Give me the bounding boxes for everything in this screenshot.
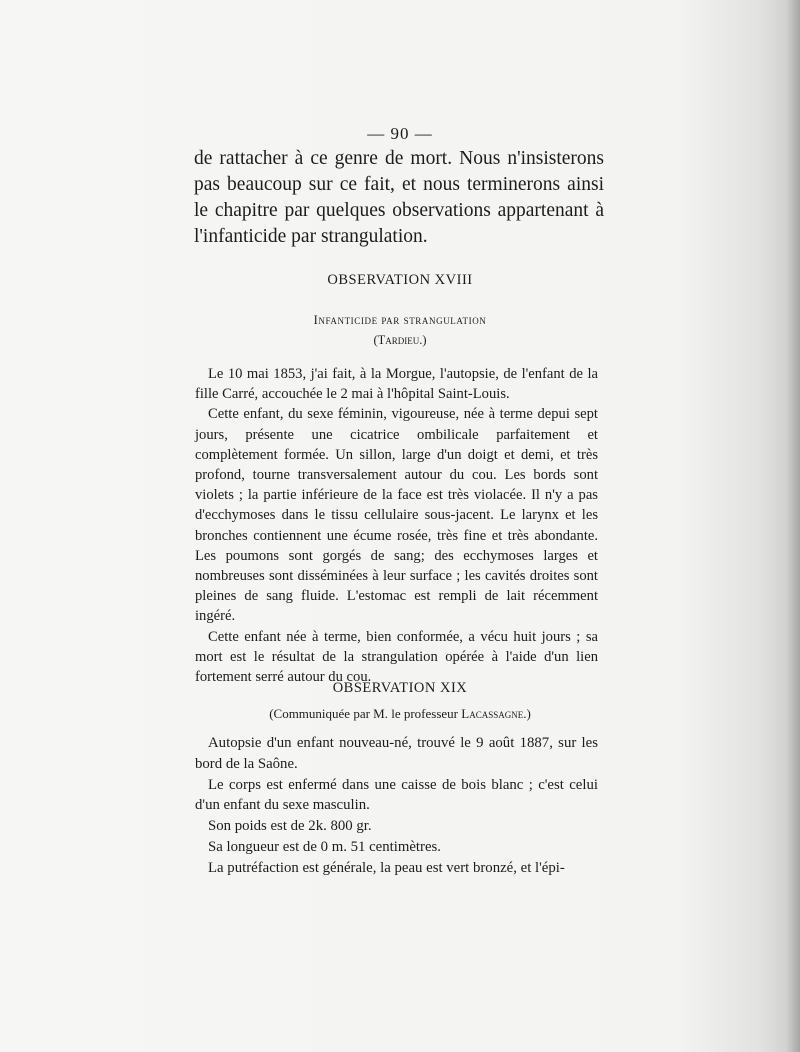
observation-19-paragraph: Autopsie d'un enfant nouveau-né, trouvé le 9 août 1887, sur les bord de la Saône.	[195, 735, 598, 772]
observation-19-paragraph: Le corps est enfermé dans une caisse de bois blanc ; c'est celui d'un enfant du sexe masculin.	[195, 776, 598, 814]
page-number: — 90 —	[367, 124, 433, 143]
source-close-paren: )	[526, 706, 531, 721]
observation-18-title: OBSERVATION XVIII	[327, 272, 473, 288]
observation-18-source	[0, 333, 800, 348]
source-open-paren: (	[373, 333, 378, 347]
observation-19-paragraph: Sa longueur est de 0 m. 51 centimètres.	[208, 838, 441, 855]
observation-19-paragraph: Son poids est de 2k. 800 gr.	[208, 818, 372, 835]
observation-19-paragraph: La putréfaction est générale, la peau est vert bronzé, et l'épi-	[208, 859, 565, 876]
observation-19-title: OBSERVATION XIX	[332, 680, 468, 696]
source-close-paren: )	[422, 333, 427, 347]
observation-18-paragraph: Le 10 mai 1853, j'ai fait, à la Morgue, l'autopsie, de l'enfant de la fille Carré, accouchée le 2 mai à l'hôpital Saint-Louis.	[195, 366, 598, 403]
intro-paragraph-block	[194, 146, 604, 250]
observation-19-source	[0, 706, 800, 722]
source-author: Tardieu.	[377, 333, 423, 347]
source-prefix: (Communiquée par M. le professeur	[269, 706, 462, 721]
page-edge-shadow	[786, 0, 800, 1052]
observation-18-paragraph: Cette enfant, du sexe féminin, vigoureuse, née à terme depui sept jours, présente une cicatrice ombilicale parfaitement et complètement formée. Un sillon, large d'un doigt et demi, et très profond, tourne transversalement autour du cou. Les bords sont violets ; la partie inférieure de la face est très violacée. Il n'y a pas d'ecchymoses dans le tissu cellulaire sous-jacent. Le larynx et les bronches contiennent une écume rosée, très fine et très abondante. Les poumons sont gorgés de sang; des ecchymoses larges et nombreuses sont disséminées à leur surface ; les cavités droites sont pleines de sang fluide. L'estomac est rempli de lait récemment ingéré.	[195, 406, 598, 625]
intro-paragraph: de rattacher à ce genre de mort. Nous n'insisterons pas beaucoup sur ce fait, et nous terminerons ainsi le chapitre par quelques observations appartenant à l'infanticide par strangulation.	[194, 148, 604, 247]
observation-18-body	[195, 364, 598, 687]
source-author: Lacassagne.	[461, 706, 527, 721]
observation-18-subtitle: Infanticide par strangulation	[313, 313, 487, 327]
observation-18-paragraph: Cette enfant née à terme, bien conformée, a vécu huit jours ; sa mort est le résultat de la strangulation opérée à l'aide d'un lien fortement serré autour du cou.	[195, 628, 598, 686]
observation-19-body	[195, 733, 598, 879]
